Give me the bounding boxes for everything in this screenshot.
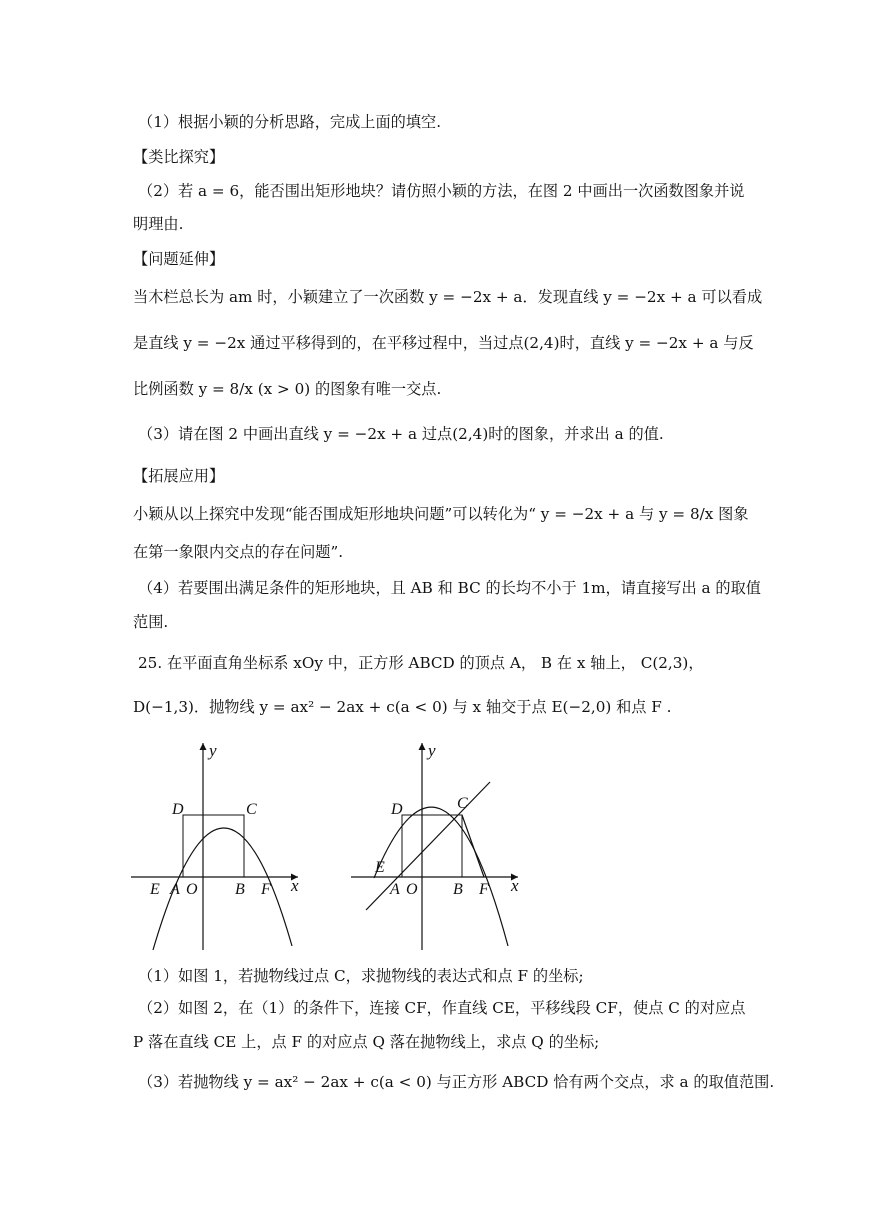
segment-cf <box>462 815 484 877</box>
label-f: F <box>261 881 271 898</box>
label-a: A <box>390 881 400 898</box>
label-c: C <box>457 795 468 812</box>
application-paragraph-line-2: 在第一象限内交点的存在问题”. <box>133 543 344 561</box>
question-1-line: （1）根据小颖的分析思路，完成上面的填空. <box>138 113 442 131</box>
problem-25-part-1: （1）如图 1，若抛物线过点 C，求抛物线的表达式和点 F 的坐标; <box>138 967 584 985</box>
label-d: D <box>391 801 403 818</box>
label-a: A <box>170 881 180 898</box>
problem-25-part-3: （3）若抛物线 y = ax² − 2ax + c(a < 0) 与正方形 ABCD 恰有两个交点，求 a 的取值范围. <box>138 1073 775 1091</box>
extension-paragraph-line-2: 是直线 y = −2x 通过平移得到的，在平移过程中，当过点(2,4)时，直线 y = −2x + a 与反 <box>133 334 754 352</box>
question-3-line: （3）请在图 2 中画出直线 y = −2x + a 过点(2,4)时的图象，并求出 a 的值. <box>138 425 664 443</box>
y-axis-label: y <box>428 741 436 760</box>
label-d: D <box>172 801 184 818</box>
question-2-line-1: （2）若 a = 6，能否围出矩形地块？请仿照小颖的方法，在图 2 中画出一次函数图象并说 <box>138 182 745 200</box>
section-heading-application: 【拓展应用】 <box>133 467 225 485</box>
problem-25-part-2-line-2: P 落在直线 CE 上，点 F 的对应点 Q 落在抛物线上，求点 Q 的坐标; <box>133 1033 600 1051</box>
y-axis-label: y <box>209 741 217 760</box>
label-b: B <box>453 881 463 898</box>
label-e: E <box>150 881 160 898</box>
extension-paragraph-line-1: 当木栏总长为 am 时，小颖建立了一次函数 y = −2x + a．发现直线 y = −2x + a 可以看成 <box>133 288 763 306</box>
problem-25-part-2-line-1: （2）如图 2，在（1）的条件下，连接 CF，作直线 CE，平移线段 CF，使点 C 的对应点 <box>138 999 746 1017</box>
question-4-line-2: 范围. <box>133 613 169 631</box>
section-heading-analogy: 【类比探究】 <box>133 148 225 166</box>
problem-25-line-2: D(−1,3)．抛物线 y = ax² − 2ax + c(a < 0) 与 x 轴交于点 E(−2,0) 和点 F . <box>133 698 672 716</box>
label-c: C <box>246 801 257 818</box>
label-f: F <box>479 881 489 898</box>
extension-paragraph-line-3: 比例函数 y = 8/x (x > 0) 的图象有唯一交点. <box>133 380 442 398</box>
x-axis-label: x <box>291 876 299 895</box>
label-o: O <box>406 881 418 898</box>
application-paragraph-line-1: 小颖从以上探究中发现“能否围成矩形地块问题”可以转化为“ y = −2x + a 与 y = 8/x 图象 <box>133 505 749 523</box>
square-abcd <box>183 815 244 877</box>
label-b: B <box>235 881 245 898</box>
problem-25-line-1: 25. 在平面直角坐标系 xOy 中，正方形 ABCD 的顶点 A， B 在 x 轴上， C(2,3)， <box>138 654 704 672</box>
figure-2 <box>348 738 533 953</box>
figure-1 <box>128 738 313 953</box>
label-o: O <box>186 881 198 898</box>
y-axis-arrow <box>419 743 426 750</box>
square-abcd <box>402 815 462 877</box>
section-heading-extension: 【问题延伸】 <box>133 250 225 268</box>
y-axis-arrow <box>200 743 207 750</box>
x-axis-label: x <box>511 876 519 895</box>
question-2-line-2: 明理由. <box>133 215 184 233</box>
line-ce <box>366 782 490 910</box>
question-4-line-1: （4）若要围出满足条件的矩形地块，且 AB 和 BC 的长均不小于 1m，请直接写出 a 的取值 <box>138 579 761 597</box>
label-e: E <box>375 859 385 876</box>
